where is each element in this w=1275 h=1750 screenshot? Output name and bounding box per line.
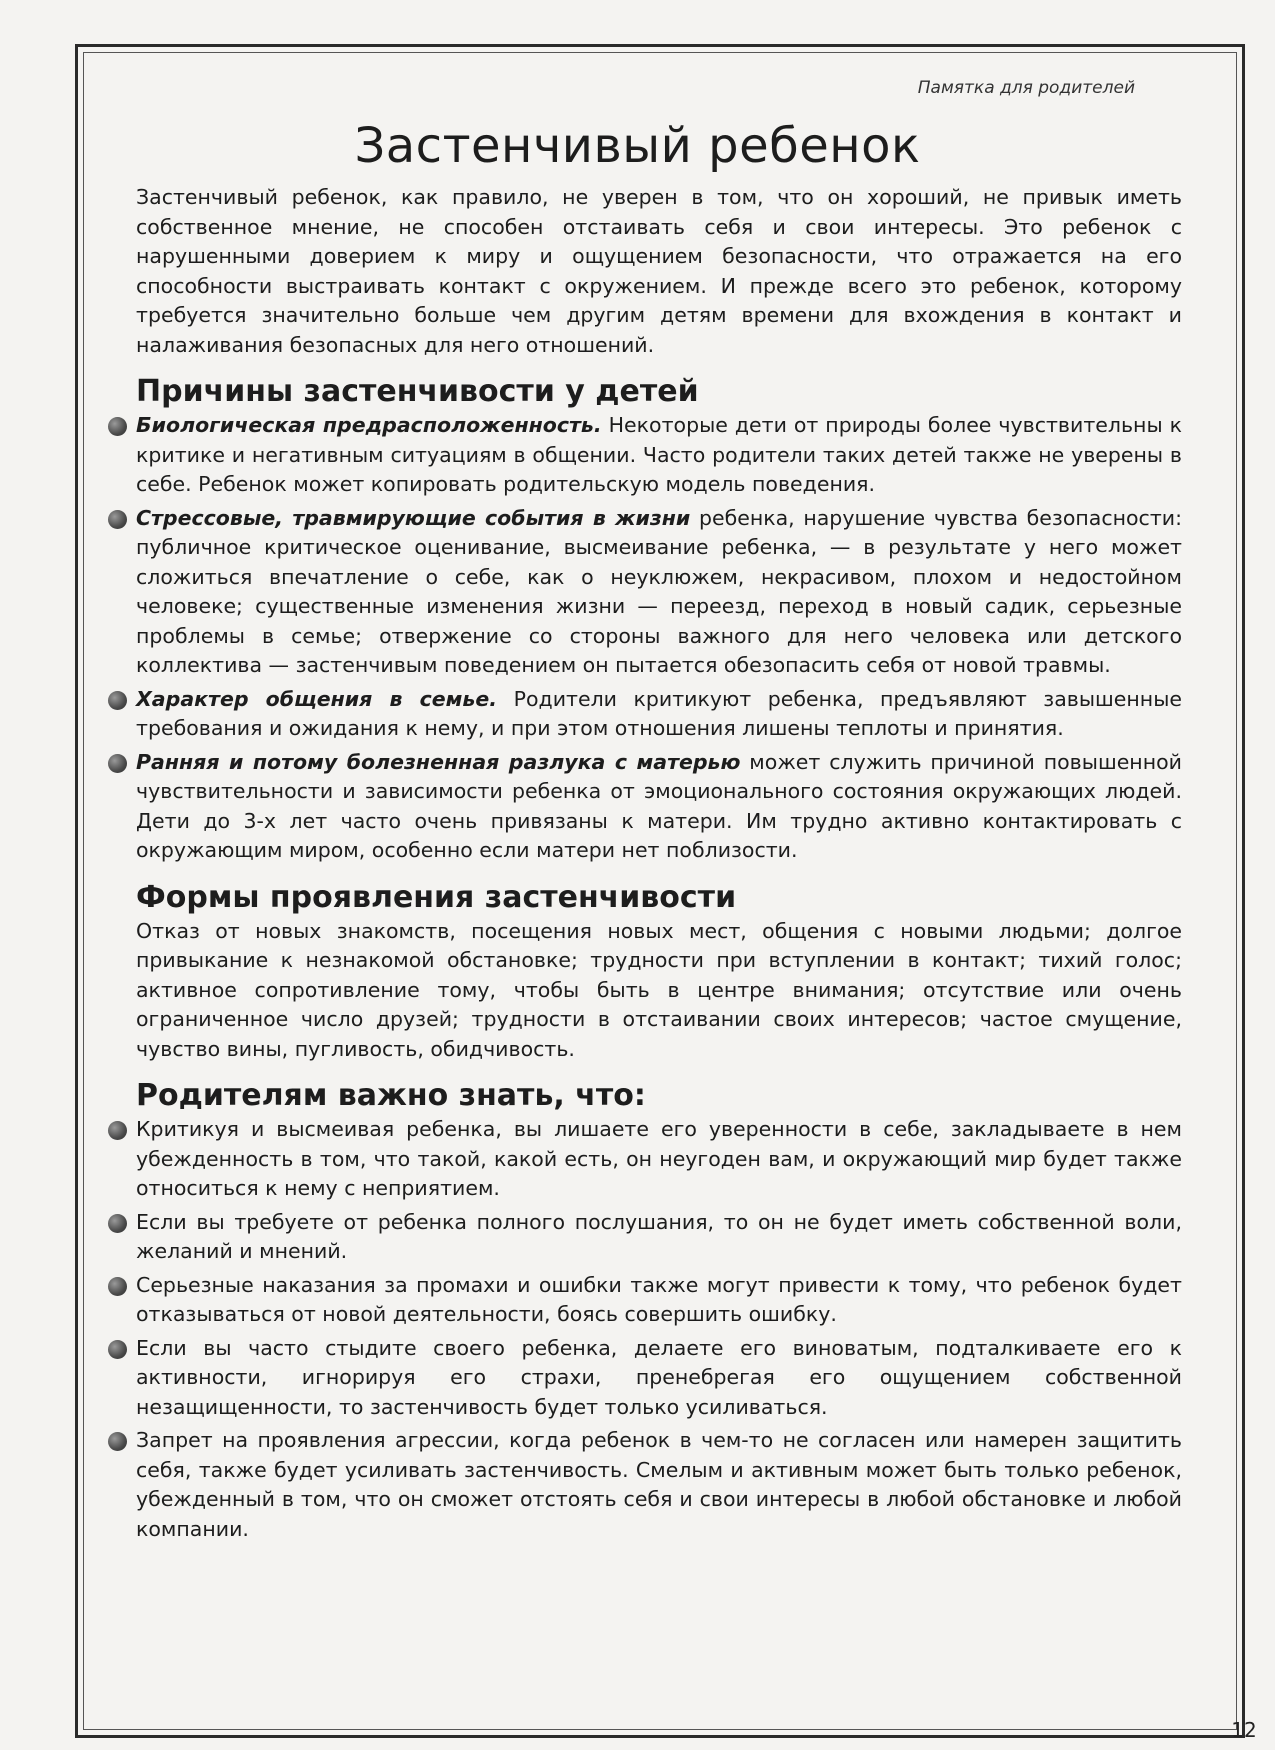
item-text: ребенка, нарушение чувства безопасности: публичное критическое оценивание, высмеивание ребенка, — в результате у него может сложиться впечатление о себе, как о неуклюжем, некрасивом, плохом и недостойном человеке; существенные изменения жизни — переезд, переход в новый садик, серьезные проблемы в семье; отвержение со стороны важного для него человека или детского коллектива — застенчивым поведением он пытается обезопасить себя от новой травмы. xyxy=(136,505,1182,677)
item-text: Если вы часто стыдите своего ребенка, делаете его виноватым, подталкиваете его к активности, игнорируя его страхи, пренебрегая его ощущением собственной незащищенности, то застенчивость будет только усиливаться. xyxy=(136,1335,1182,1419)
document-body xyxy=(136,183,1182,1548)
bullet-icon xyxy=(108,691,127,710)
item-lead: Ранняя и потому болезненная разлука с матерью xyxy=(136,749,741,774)
bullet-icon xyxy=(108,754,127,773)
list-item xyxy=(136,748,1182,866)
bullet-icon xyxy=(108,510,127,529)
item-text: Если вы требуете от ребенка полного послушания, то он не будет иметь собственной воли, желаний и мнений. xyxy=(136,1209,1182,1263)
bullet-icon xyxy=(108,1340,127,1359)
item-text: Серьезные наказания за промахи и ошибки также могут привести к тому, что ребенок будет отказываться от новой деятельности, боясь совершить ошибку. xyxy=(136,1272,1182,1326)
list-item xyxy=(136,1426,1182,1544)
bullet-icon xyxy=(108,1214,127,1233)
causes-list xyxy=(136,411,1182,866)
page-title: Застенчивый ребенок xyxy=(354,118,921,174)
header-note: Памятка для родителей xyxy=(917,78,1135,98)
causes-heading: Причины застенчивости у детей xyxy=(136,374,699,409)
item-text: Некоторые дети от природы более чувствительны к критике и негативным ситуациям в общении. Часто родители таких детей также не уверены в себе. Ребенок может копировать родительскую модель поведения. xyxy=(136,413,1182,496)
list-item xyxy=(136,1334,1182,1423)
item-text: может служить причиной повышенной чувствительности и зависимости ребенка от эмоционального состояния окружающих людей. Дети до 3-х лет часто очень привязаны к матери. Им трудно активно контактировать с окружающим миром, особенно если матери нет поблизости. xyxy=(136,749,1182,862)
item-lead: Характер общения в семье. xyxy=(136,686,498,711)
item-lead: Стрессовые, травмирующие события в жизни xyxy=(136,505,691,530)
item-text: Родители критикуют ребенка, предъявляют завышенные требования и ожидания к нему, и при этом отношения лишены теплоты и принятия. xyxy=(136,686,1182,740)
bullet-icon xyxy=(108,1432,127,1451)
important-list xyxy=(136,1115,1182,1544)
list-item xyxy=(136,685,1182,744)
list-item xyxy=(136,1208,1182,1267)
bullet-icon xyxy=(108,1277,127,1296)
list-item xyxy=(136,1271,1182,1330)
bullet-icon xyxy=(108,1121,127,1140)
page-number: 12 xyxy=(1231,1718,1257,1742)
list-item xyxy=(136,411,1182,500)
important-heading: Родителям важно знать, что: xyxy=(136,1078,646,1113)
item-text: Критикуя и высмеивая ребенка, вы лишаете его уверенности в себе, закладываете в нем убежденность в том, что такой, какой есть, он неугоден вам, и окружающий мир будет также относиться к нему с неприятием. xyxy=(136,1117,1182,1200)
bullet-icon xyxy=(108,417,127,436)
forms-heading: Формы проявления застенчивости xyxy=(136,879,737,915)
list-item xyxy=(136,504,1182,681)
forms-paragraph: Отказ от новых знакомств, посещения новых мест, общения с новыми людьми; долгое привыкание к незнакомой обстановке; трудности при вступлении в контакт; тихий голос; активное сопротивление тому, чтобы быть в центре внимания; отсутствие или очень ограниченное число друзей; трудности в отстаивании своих интересов; частое смущение, чувство вины, пугливость, обидчивость. xyxy=(136,918,1182,1061)
item-text: Запрет на проявления агрессии, когда ребенок в чем-то не согласен или намерен защитить себя, также будет усиливать застенчивость. Смелым и активным может быть только ребенок, убежденный в том, что он сможет отстоять себя и свои интересы в любой обстановке и любой компании. xyxy=(136,1428,1182,1541)
intro-paragraph: Застенчивый ребенок, как правило, не уверен в том, что он хороший, не привык иметь собственное мнение, не способен отстаивать себя и свои интересы. Это ребенок с нарушенными доверием к миру и ощущением безопасности, что отражается на его способности выстраивать контакт с окружением. И прежде всего это ребенок, которому требуется значительно больше чем другим детям времени для вхождения в контакт и налаживания безопасных для него отношений. xyxy=(136,185,1182,357)
item-lead: Биологическая предрасположенность. xyxy=(136,413,602,437)
list-item xyxy=(136,1115,1182,1204)
